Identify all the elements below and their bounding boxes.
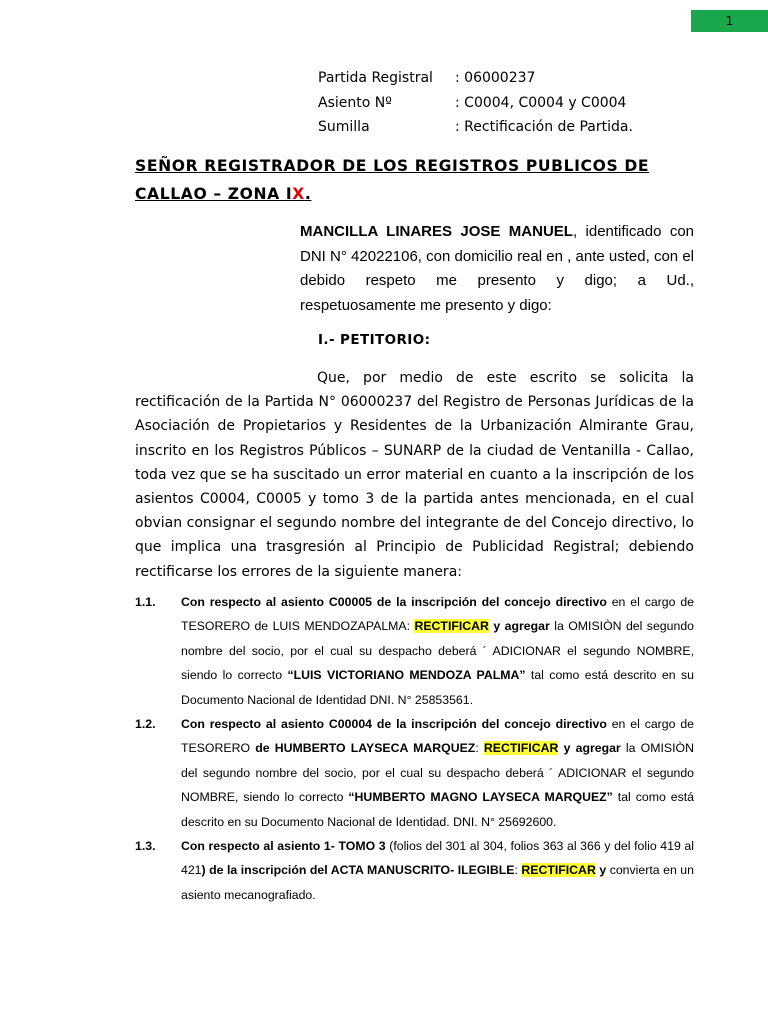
intro-text: , identificado con DNI N° 42022106, con domicilio real en , ante usted, con el debido respeto me presento y digo; a Ud., respetuosamente me presento y digo: (300, 223, 694, 314)
item-text-part: : (475, 741, 484, 756)
item-bold: Con respecto al asiento 1- TOMO 3 (181, 839, 386, 854)
item-text-part: tal como está descrito en su Documento Nacional de Identidad DNI. N° 25853561. (181, 668, 694, 707)
meta-partida-label: Partida Registral (318, 70, 433, 86)
meta-sumilla-row (318, 115, 633, 140)
item-text-part: en el cargo de TESORERO de LUIS MENDOZAPALMA: (181, 595, 694, 634)
item-text-part: la OMISIÒN del segundo nombre del socio, por el cual su despacho deberá ´ ADICIONAR el segundo NOMBRE, siendo lo correcto (181, 619, 694, 683)
meta-partida-row (318, 66, 633, 91)
item-text-part: en el cargo de TESORERO (181, 717, 694, 756)
item-text-part: la OMISIÒN del segundo nombre del socio, por el cual su despacho deberá ´ ADICIONAR el segundo NOMBRE, siendo lo correcto (181, 741, 694, 805)
highlight-rectificar: RECTIFICAR (414, 619, 489, 634)
item-text-part: (folios del 301 al 304, folios 363 al 366 y del folio 419 al 421 (181, 839, 694, 878)
item-bold: y agregar (488, 619, 550, 634)
meta-sumilla-value: : Rectificación de Partida. (455, 119, 633, 135)
item-bold: de HUMBERTO LAYSECA MARQUEZ (255, 741, 476, 756)
item-bold: Con respecto al asiento C00004 de la inscripción del concejo directivo (181, 717, 607, 732)
heading-line-2-red: X (292, 185, 305, 203)
item-bold: Con respecto al asiento C00005 de la inscripción del concejo directivo (181, 595, 607, 609)
list-item-number: 1.3. (135, 839, 156, 854)
item-bold: “HUMBERTO MAGNO LAYSECA MARQUEZ” (348, 790, 613, 805)
item-bold: ) de la inscripción del ACTA MANUSCRITO- ILEGIBLE (201, 863, 515, 878)
intro-paragraph (300, 220, 694, 318)
item-text-part: tal como está descrito en su Documento Nacional de Identidad. DNI. N° 25692600. (181, 790, 694, 829)
petitorio-paragraph (135, 366, 694, 584)
meta-asiento-label: Asiento Nº (318, 94, 392, 111)
meta-partida-value: : 06000237 (455, 70, 536, 86)
rectification-list (135, 590, 694, 907)
document-meta (318, 66, 633, 140)
heading-line-1: SEÑOR REGISTRADOR DE LOS REGISTROS PUBLICOS DE (135, 157, 650, 175)
item-bold: y agregar (558, 741, 621, 756)
item-text-part: : (514, 863, 522, 878)
addressee-heading (135, 152, 694, 208)
item-bold: y (595, 863, 607, 878)
section-title: I.- PETITORIO: (318, 332, 431, 348)
highlight-rectificar: RECTIFICAR (483, 741, 559, 756)
list-item-number: 1.1. (135, 595, 156, 609)
heading-line-2 (135, 180, 694, 208)
list-item (135, 590, 694, 712)
petitorio-text: Que, por medio de este escrito se solicita la rectificación de la Partida N° 06000237 del Registro de Personas Jurídicas de la Asociación de Propietarios y Residentes de la Urbanización Almirante Grau, inscrito en los Registros Públicos – SUNARP de la ciudad de Ventanilla - Callao, toda vez que se ha suscitado un error material en cuanto a la inscripción de los asientos C0004, C0005 y tomo 3 de la partida antes mencionada, en el cual obvian consignar el segundo nombre del integrante de del Concejo directivo, lo que implica una trasgresión al Principio de Publicidad Registral; debiendo rectificarse los errores de la siguiente manera: (135, 370, 694, 580)
list-item-number: 1.2. (135, 717, 156, 732)
list-item (135, 712, 694, 834)
meta-asiento-value: : C0004, C0004 y C0004 (455, 94, 627, 111)
item-bold: “LUIS VICTORIANO MENDOZA PALMA” (287, 668, 526, 683)
heading-line-2-suffix: . (304, 185, 312, 203)
list-item-text (181, 834, 694, 907)
highlight-rectificar: RECTIFICAR (521, 863, 596, 878)
applicant-name: MANCILLA LINARES JOSE MANUEL (300, 223, 573, 240)
list-item (135, 834, 694, 907)
item-text-part: convierta en un asiento mecanografiado. (181, 863, 694, 902)
meta-asiento-row (318, 91, 633, 116)
page-number-badge: 1 (691, 10, 768, 32)
list-item-text (181, 712, 694, 834)
list-item-text (181, 590, 694, 712)
heading-line-2-prefix: CALLAO – ZONA I (135, 185, 293, 203)
meta-sumilla-label: Sumilla (318, 119, 370, 135)
